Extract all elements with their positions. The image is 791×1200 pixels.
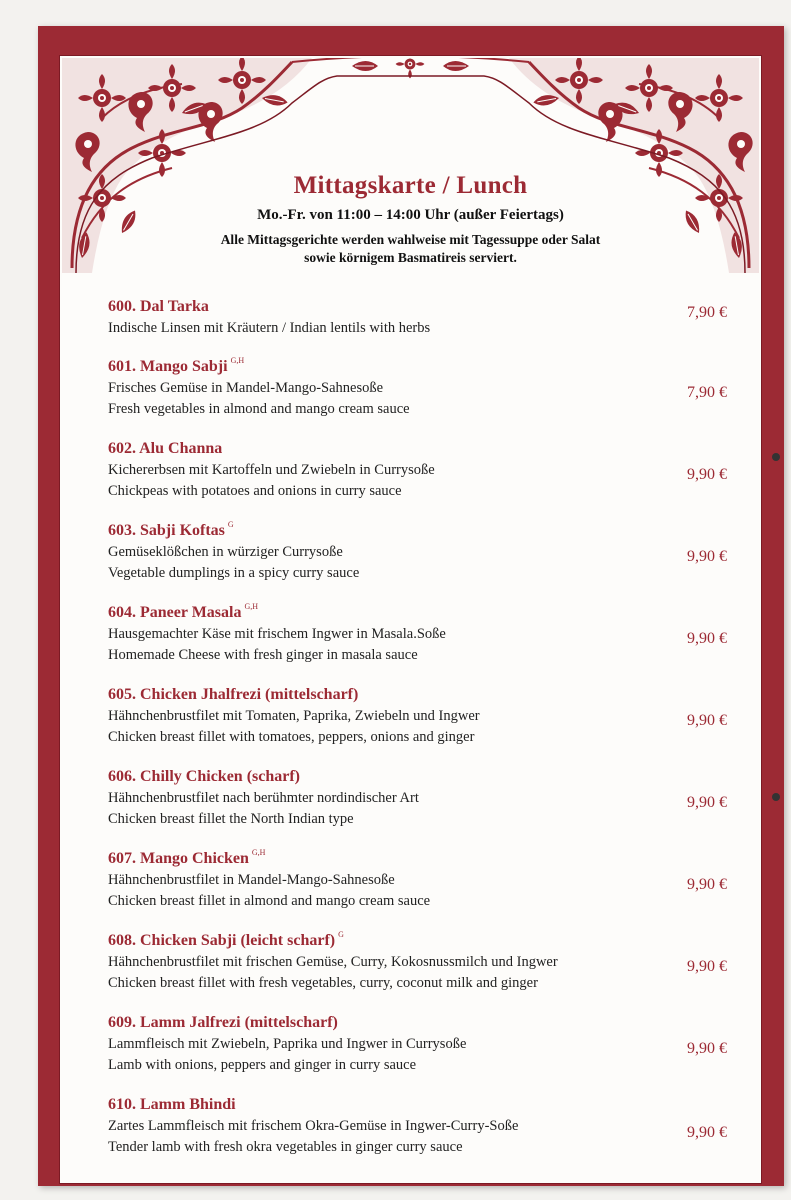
item-name: 604. Paneer Masala $^{G,H}$ <box>108 602 259 621</box>
menu-item-602 <box>108 432 728 502</box>
menu-item-610 <box>108 1088 728 1158</box>
item-description-de: Lammfleisch mit Zwiebeln, Paprika und Ingwer in Currysoße <box>108 1036 467 1052</box>
item-description-en: Vegetable dumplings in a spicy curry sauce <box>108 565 360 581</box>
item-description-en: Chickpeas with potatoes and onions in curry sauce <box>108 483 402 499</box>
menu-item-607 <box>108 842 728 912</box>
menu-info <box>62 231 759 267</box>
item-name: 601. Mango Sabji $^{G,H}$ <box>108 356 245 375</box>
item-description-en: Chicken breast fillet with fresh vegetables, curry, coconut milk and ginger <box>108 975 538 991</box>
item-description-de: Gemüseklößchen in würziger Currysoße <box>108 544 343 560</box>
item-description-de: Hähnchenbrustfilet mit frischen Gemüse, Curry, Kokosnussmilch und Ingwer <box>108 954 558 970</box>
menu-content-area <box>60 56 761 1183</box>
item-price: 9,90 € <box>687 794 727 811</box>
item-description-en: Homemade Cheese with fresh ginger in masala sauce <box>108 647 418 663</box>
item-name: 606. Chilly Chicken (scharf) <box>108 768 300 785</box>
item-name: 607. Mango Chicken $^{G,H}$ <box>108 848 266 867</box>
item-price: 9,90 € <box>687 466 727 483</box>
menu-item-600 <box>108 290 728 339</box>
item-description-de: Zartes Lammfleisch mit frischem Okra-Gemüse in Ingwer-Curry-Soße <box>108 1118 519 1134</box>
menu-title: Mittagskarte / Lunch <box>293 172 528 199</box>
info-line-2: sowie körnigem Basmatireis serviert. <box>304 250 517 265</box>
item-description-de: Hausgemachter Käse mit frischem Ingwer in Masala.Soße <box>108 626 446 642</box>
info-line-1: Alle Mittagsgerichte werden wahlweise mit Tagessuppe oder Salat <box>220 232 601 247</box>
item-description-en: Tender lamb with fresh okra vegetables in ginger curry sauce <box>108 1139 463 1155</box>
item-name: 605. Chicken Jhalfrezi (mittelscharf) <box>108 686 359 703</box>
item-price: 7,90 € <box>687 384 727 401</box>
menu-item-601 <box>108 350 728 420</box>
item-description-en: Chicken breast fillet the North Indian type <box>108 811 354 827</box>
binder-hole <box>772 793 780 801</box>
item-price: 9,90 € <box>687 630 727 647</box>
menu-page <box>38 26 784 1186</box>
item-price: 7,90 € <box>687 304 727 321</box>
item-description-en: Lamb with onions, peppers and ginger in curry sauce <box>108 1057 417 1073</box>
item-name: 609. Lamm Jalfrezi (mittelscharf) <box>108 1014 338 1031</box>
item-description-en: Chicken breast fillet with tomatoes, peppers, onions and ginger <box>108 729 475 745</box>
binder-hole <box>772 453 780 461</box>
item-name: 610. Lamm Bhindi <box>108 1096 236 1113</box>
item-price: 9,90 € <box>687 958 727 975</box>
item-description-de: Hähnchenbrustfilet in Mandel-Mango-Sahnesoße <box>108 872 395 888</box>
item-price: 9,90 € <box>687 1040 727 1057</box>
item-name: 602. Alu Channa <box>108 440 223 457</box>
menu-item-609 <box>108 1006 728 1076</box>
menu-item-603 <box>108 514 728 584</box>
opening-hours: Mo.-Fr. von 11:00 – 14:00 Uhr (außer Feiertags) <box>257 207 564 223</box>
menu-item-606 <box>108 760 728 830</box>
item-description-de: Frisches Gemüse in Mandel-Mango-Sahnesoße <box>108 380 384 396</box>
menu-item-608 <box>108 924 728 994</box>
item-name: 600. Dal Tarka <box>108 298 209 315</box>
item-description-en: Chicken breast fillet in almond and mango cream sauce <box>108 893 431 909</box>
item-name: 603. Sabji Koftas $^G$ <box>108 520 234 539</box>
item-description-en: Fresh vegetables in almond and mango cream sauce <box>108 401 410 417</box>
item-name: 608. Chicken Sabji (leicht scharf) $^G$ <box>108 930 344 949</box>
item-price: 9,90 € <box>687 876 727 893</box>
item-price: 9,90 € <box>687 1124 727 1141</box>
item-price: 9,90 € <box>687 712 727 729</box>
menu-item-605 <box>108 678 728 748</box>
menu-item-604 <box>108 596 728 666</box>
item-description-de: Hähnchenbrustfilet mit Tomaten, Paprika, Zwiebeln und Ingwer <box>108 708 480 724</box>
item-price: 9,90 € <box>687 548 727 565</box>
item-description-de: Kichererbsen mit Kartoffeln und Zwiebeln in Currysoße <box>108 462 435 478</box>
item-description: Indische Linsen mit Kräutern / Indian lentils with herbs <box>108 320 431 336</box>
item-description-de: Hähnchenbrustfilet nach berühmter nordindischer Art <box>108 790 419 806</box>
